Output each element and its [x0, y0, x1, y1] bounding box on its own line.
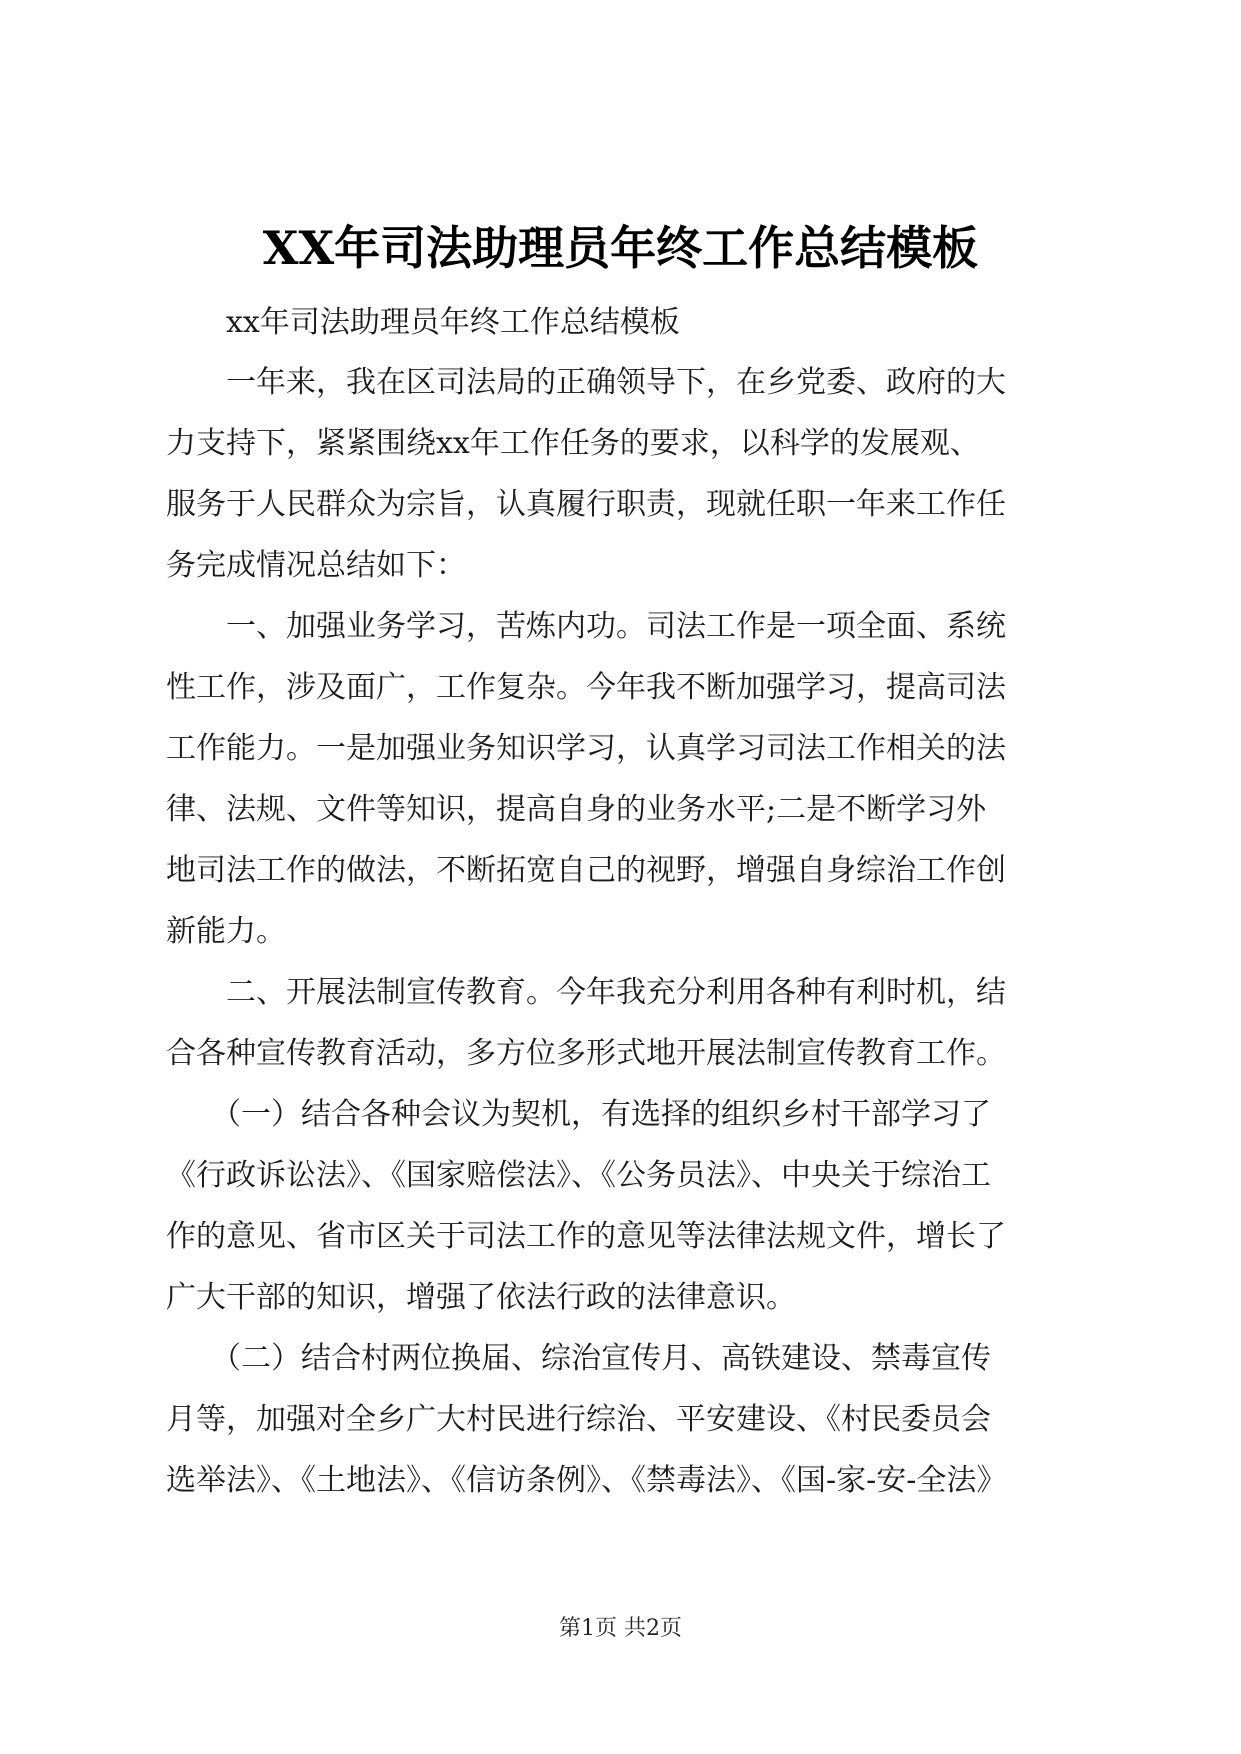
document-body [166, 292, 1086, 1511]
body-line: （一）结合各种会议为契机，有选择的组织乡村干部学习了 [166, 1097, 991, 1132]
body-line: 月等，加强对全乡广大村民进行综治、平安建设、《村民委员会 [166, 1402, 991, 1437]
document-title: XX年司法助理员年终工作总结模板 [262, 221, 979, 275]
body-line: 服务于人民群众为宗旨，认真履行职责，现就任职一年来工作任 [166, 487, 1006, 522]
body-line: 合各种宣传教育活动，多方位多形式地开展法制宣传教育工作。 [166, 1036, 1006, 1071]
body-line: 《行政诉讼法》、《国家赔偿法》、《公务员法》、中央关于综治工 [166, 1158, 991, 1193]
body-line: xx年司法助理员年终工作总结模板 [166, 305, 680, 340]
body-line: 广大干部的知识，增强了依法行政的法律意识。 [166, 1280, 796, 1315]
body-line: 律、法规、文件等知识，提高自身的业务水平;二是不断学习外 [166, 792, 987, 827]
body-line: 选举法》、《土地法》、《信访条例》、《禁毒法》、《国-家-安-全法》 [166, 1463, 1007, 1498]
body-line: 性工作，涉及面广，工作复杂。今年我不断加强学习，提高司法 [166, 670, 1006, 705]
body-line: 力支持下，紧紧围绕xx年工作任务的要求，以科学的发展观、 [166, 426, 980, 461]
body-line: 一年来，我在区司法局的正确领导下，在乡党委、政府的大 [166, 365, 1006, 400]
page-number-footer: 第1页 共2页 [559, 1616, 682, 1641]
body-line: （二）结合村两位换届、综治宣传月、高铁建设、禁毒宣传 [166, 1341, 991, 1376]
body-line: 一、加强业务学习，苦炼内功。司法工作是一项全面、系统 [166, 609, 1006, 644]
body-line: 新能力。 [166, 914, 286, 949]
body-line: 作的意见、省市区关于司法工作的意见等法律法规文件，增长了 [166, 1219, 1006, 1254]
body-line: 二、开展法制宣传教育。今年我充分利用各种有利时机，结 [166, 975, 1006, 1010]
body-line: 务完成情况总结如下： [166, 548, 466, 583]
body-line: 工作能力。一是加强业务知识学习，认真学习司法工作相关的法 [166, 731, 1006, 766]
body-line: 地司法工作的做法，不断拓宽自己的视野，增强自身综治工作创 [166, 853, 1006, 888]
